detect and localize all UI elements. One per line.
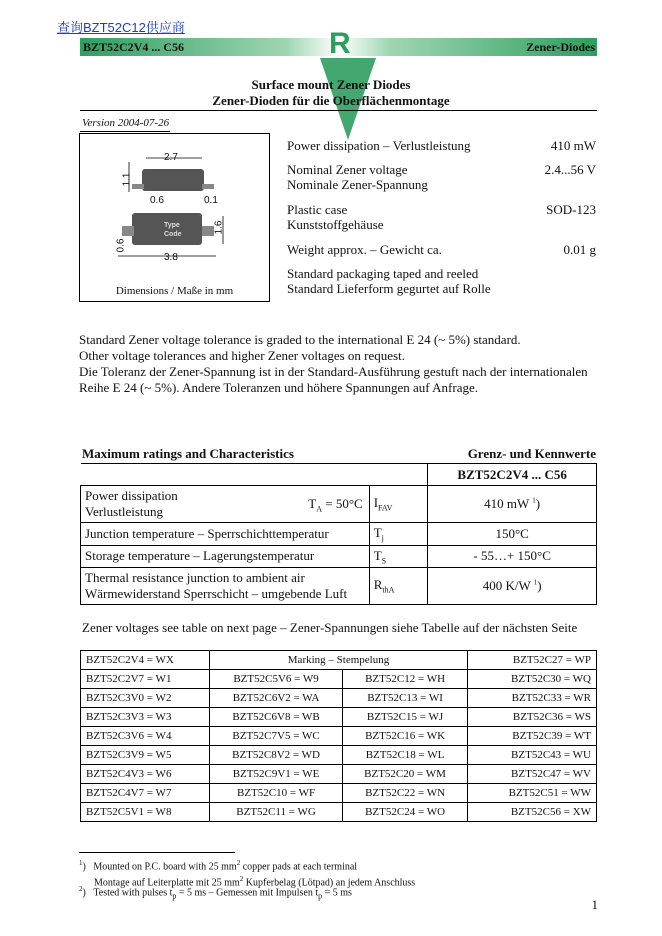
marking-header-row [81, 651, 597, 670]
spec-weight-value: 0.01 g [563, 242, 596, 257]
paragraph-line: Reihe E 24 (~ 5%). Andere Toleranzen und höhere Spannungen auf Anfrage. [79, 380, 479, 395]
paragraph-line: Standard Zener voltage tolerance is graded to the international E 24 (~ 5%) standard. [79, 332, 521, 347]
param-condition: $T_A = 50^\circ C$ [308, 496, 363, 514]
version: Version 2004-07-26 [82, 117, 170, 129]
paragraph-line: Other voltage tolerances and higher Zener voltages on request. [79, 348, 405, 363]
ratings-param: Junction temperature – Sperrschichttemperatur [81, 523, 370, 546]
ratings-param: Storage temperature – Lagerungstemperatur [81, 545, 370, 568]
marking-cell: BZT52C16 = WK [343, 727, 468, 746]
dim-2-7: 2.7 [164, 152, 178, 163]
title-rule [80, 110, 597, 111]
ratings-value: 150°C [428, 523, 597, 546]
lead-left-top [122, 226, 134, 236]
package-body-top [132, 213, 202, 245]
spec-packaging-label-de: Standard Lieferform gegurtet auf Rolle [287, 281, 491, 296]
title-en: Surface mount Zener Diodes [251, 77, 411, 92]
lead-right-side [202, 184, 214, 189]
footnote-1: $^1$) Mounted on P.C. board with 25 $mm^2$ copper pads at each terminal Montage auf Leiterplatte mit 25 $mm^2$ Kupferbelag (Lötpad) an jedem Anschluss [79, 859, 416, 889]
ratings-row [81, 568, 597, 605]
dim-0-6b: 0.6 [115, 238, 127, 253]
spec-weight [287, 242, 442, 257]
ratings-symbol: $T_j$ [369, 523, 428, 546]
marking-row [81, 765, 597, 784]
marking-cell: BZT52C15 = WJ [343, 708, 468, 727]
spec-case-value: SOD-123 [546, 202, 596, 217]
marking-table [80, 650, 597, 822]
param-de: Verlustleistung [85, 504, 163, 519]
marking-cell: BZT52C22 = WN [343, 784, 468, 803]
marking-cell: BZT52C9V1 = WE [210, 765, 343, 784]
marking-cell: BZT52C5V1 = W8 [81, 803, 210, 822]
dim-0-6: 0.6 [150, 195, 164, 206]
ratings-col-header: BZT52C2V4 ... C56 [428, 464, 597, 486]
supplier-link[interactable]: 查询BZT52C12供应商 [57, 20, 185, 35]
marking-cell: BZT52C8V2 = WD [210, 746, 343, 765]
dim-3-8: 3.8 [164, 252, 178, 263]
marking-row [81, 803, 597, 822]
ratings-row [81, 523, 597, 546]
spec-power [287, 138, 471, 153]
ratings-row [81, 545, 597, 568]
ratings-param [81, 568, 370, 605]
marking-cell: BZT52C51 = WW [468, 784, 597, 803]
footnote-rule [79, 852, 235, 853]
spec-case-label-en: Plastic case [287, 202, 348, 217]
lead-left-side [132, 184, 144, 189]
marking-cell: BZT52C3V3 = W3 [81, 708, 210, 727]
spec-weight-label: Weight approx. – Gewicht ca. [287, 242, 442, 257]
spec-voltage-label-de: Nominale Zener-Spannung [287, 177, 428, 192]
paragraph-line: Die Toleranz der Zener-Spannung ist in der Standard-Ausführung gestuft nach der internationalen [79, 364, 588, 379]
marking-cell: BZT52C4V7 = W7 [81, 784, 210, 803]
title-de: Zener-Dioden für die Oberflächenmontage [212, 93, 450, 108]
param-en: Thermal resistance junction to ambient air [85, 570, 305, 586]
marking-cell: BZT52C43 = WU [468, 746, 597, 765]
marking-cell: BZT52C7V5 = WC [210, 727, 343, 746]
marking-cell: BZT52C10 = WF [210, 784, 343, 803]
version-rule [80, 131, 170, 132]
marking-row [81, 746, 597, 765]
marking-row [81, 727, 597, 746]
marking-cell: BZT52C27 = WP [468, 651, 597, 670]
marking-cell: BZT52C11 = WG [210, 803, 343, 822]
marking-row [81, 784, 597, 803]
marking-cell: BZT52C33 = WR [468, 689, 597, 708]
marking-cell: BZT52C47 = WV [468, 765, 597, 784]
marking-cell: BZT52C2V7 = W1 [81, 670, 210, 689]
tolerance-paragraph [79, 332, 588, 396]
marking-title: Marking – Stempelung [210, 651, 468, 670]
ratings-symbol: $T_S$ [369, 545, 428, 568]
spec-voltage-value: 2.4...56 V [544, 162, 596, 177]
spec-power-label: Power dissipation – Verlustleistung [287, 138, 471, 153]
footnote-2: $^2$) Tested with pulses $t_p = 5$ ms – Gemessen mit Impulsen $t_p = 5$ ms [79, 885, 352, 901]
spec-case-label-de: Kunststoffgehäuse [287, 217, 384, 232]
spec-packaging-label-en: Standard packaging taped and reeled [287, 266, 479, 281]
package-caption: Dimensions / Maße in mm [115, 285, 234, 297]
param-de: Wärmewiderstand Sperrschicht – umgebende Luft [85, 586, 348, 602]
banner-part-range: BZT52C2V4 ... C56 [83, 40, 185, 54]
ratings-header-blank [81, 464, 428, 486]
marking-cell: BZT52C36 = WS [468, 708, 597, 727]
lead-right-top [202, 226, 214, 236]
spec-packaging [287, 266, 491, 296]
marking-cell: BZT52C13 = WI [343, 689, 468, 708]
package-drawing [79, 133, 270, 302]
marking-row [81, 670, 597, 689]
zener-note: Zener voltages see table on next page – Zener-Spannungen siehe Tabelle auf der nächsten Seite [82, 620, 578, 635]
package-body-side [142, 169, 204, 191]
ratings-value: 410 mW $^1$) [428, 486, 597, 523]
ratings-symbol: $I_{FAV}$ [369, 486, 428, 523]
marking-cell: BZT52C3V0 = W2 [81, 689, 210, 708]
marking-cell: BZT52C3V6 = W4 [81, 727, 210, 746]
ratings-header-row [81, 464, 597, 486]
ratings-param [81, 486, 370, 523]
marking-cell: BZT52C2V4 = WX [81, 651, 210, 670]
marking-cell: BZT52C12 = WH [343, 670, 468, 689]
marking-cell: BZT52C56 = XW [468, 803, 597, 822]
type-code-label-1: Type [164, 222, 180, 229]
marking-cell: BZT52C30 = WQ [468, 670, 597, 689]
marking-cell: BZT52C3V9 = W5 [81, 746, 210, 765]
ratings-table [80, 463, 597, 605]
marking-cell: BZT52C5V6 = W9 [210, 670, 343, 689]
page-number: 1 [591, 897, 598, 912]
ratings-heading-right: Grenz- und Kennwerte [467, 446, 596, 461]
ratings-value: - 55…+ 150°C [428, 545, 597, 568]
dim-1-6: 1.6 [213, 220, 225, 235]
marking-cell: BZT52C18 = WL [343, 746, 468, 765]
param-en: Power dissipation [85, 488, 178, 503]
dim-0-1: 0.1 [204, 195, 218, 206]
marking-cell: BZT52C24 = WO [343, 803, 468, 822]
banner-category: Zener-Diodes [526, 40, 595, 54]
marking-row [81, 708, 597, 727]
ratings-heading-left: Maximum ratings and Characteristics [82, 446, 294, 461]
type-code-label-2: Code [164, 231, 182, 238]
marking-cell: BZT52C39 = WT [468, 727, 597, 746]
spec-voltage-label-en: Nominal Zener voltage [287, 162, 408, 177]
dim-1-1: 1.1 [121, 172, 133, 187]
ratings-value: 400 K/W $^1$) [428, 568, 597, 605]
spec-case [287, 202, 384, 232]
spec-power-value: 410 mW [550, 138, 596, 153]
spec-voltage [287, 162, 428, 192]
ratings-row [81, 486, 597, 523]
marking-cell: BZT52C20 = WM [343, 765, 468, 784]
marking-cell: BZT52C6V2 = WA [210, 689, 343, 708]
ratings-symbol: $R_{thA}$ [369, 568, 428, 605]
marking-cell: BZT52C4V3 = W6 [81, 765, 210, 784]
marking-cell: BZT52C6V8 = WB [210, 708, 343, 727]
marking-row [81, 689, 597, 708]
logo-r: R [329, 27, 351, 60]
